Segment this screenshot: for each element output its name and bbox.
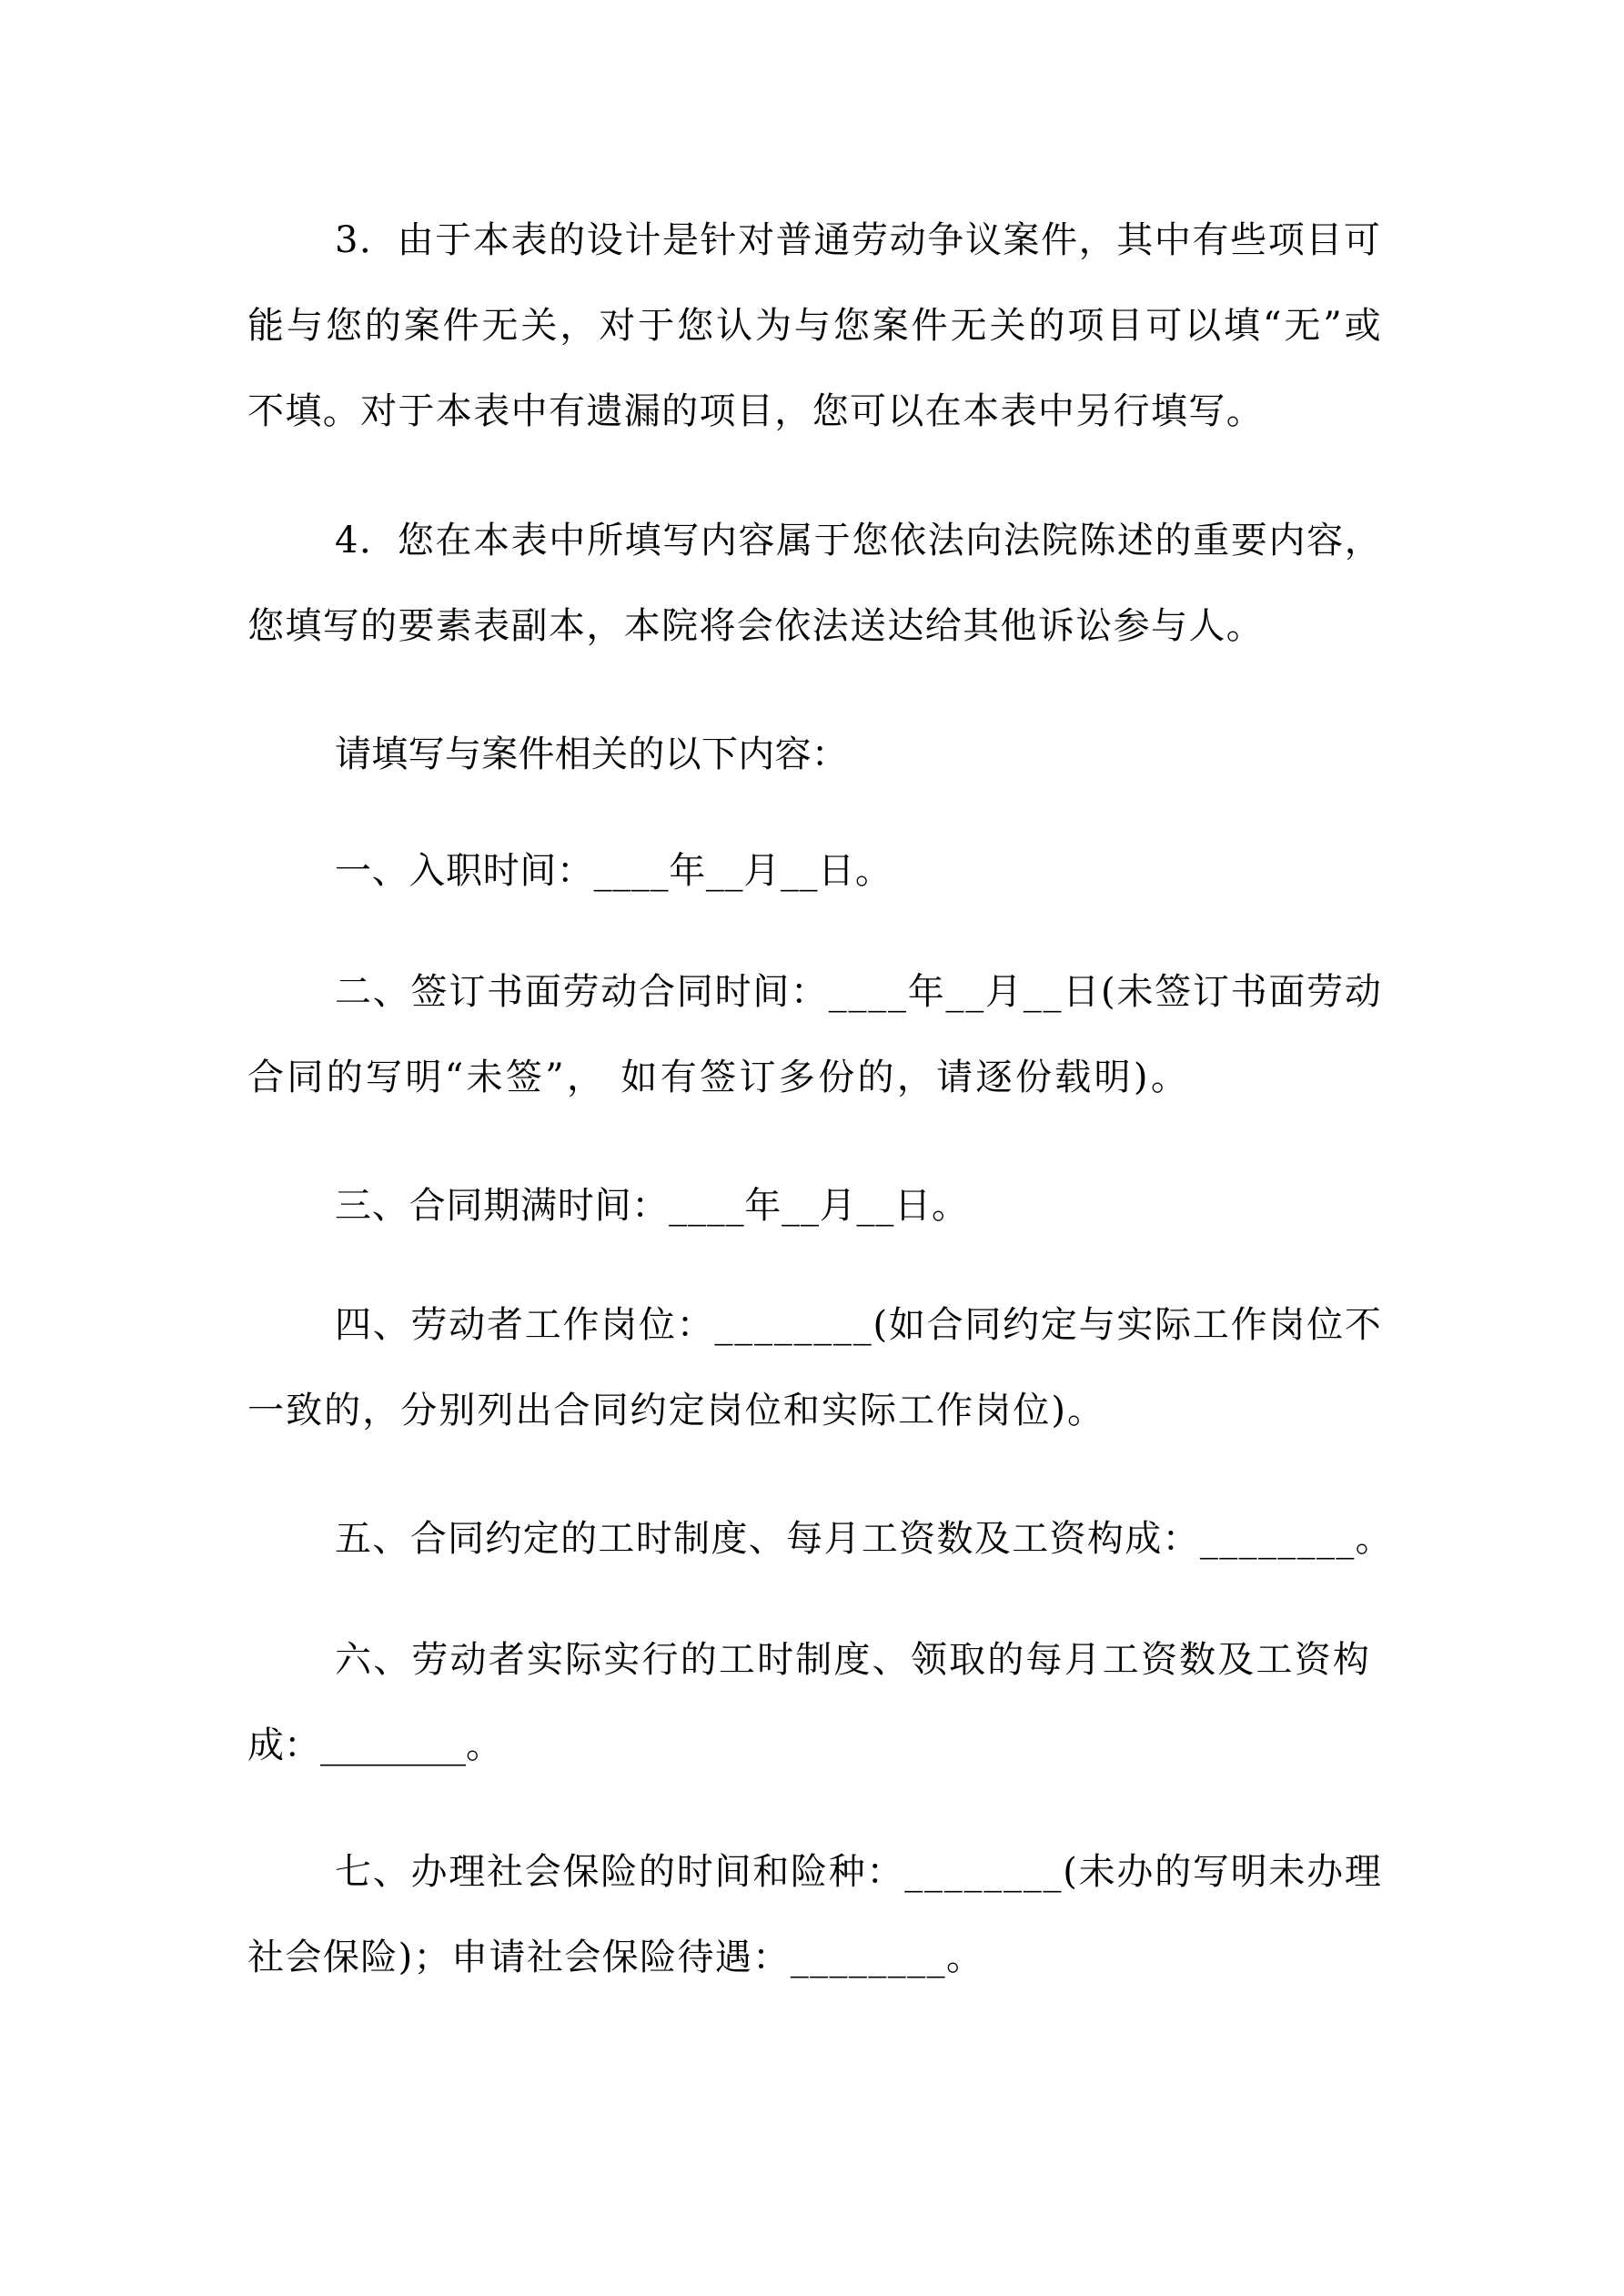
question-5-line: 五 、 合 同 约 定 的 工 时 制 度 、 每 月 工 资 数 及 工 资 构 成 ： _ _ _ _ _ _ _ _ 。 [335,1518,1392,1560]
question-3-line: 三 、 合 同 期 满 时 间 ： _ _ _ _ 年 _ _ 月 _ _ 日 。 [335,1185,968,1227]
question-1-line: 一 、 入 职 时 间 ： _ _ _ _ 年 _ _ 月 _ _ 日 。 [335,850,892,892]
question-7-line-2: 社 会 保 险 ) ； 申 请 社 会 保 险 待 遇 ： _ _ _ _ _ _ _ _ 。 [247,1937,983,1978]
question-4-line-1: 四 、 劳 动 者 工 作 岗 位 ： _ _ _ _ _ _ _ _ ( 如 合 同 约 定 与 实 际 工 作 岗 位 不 [335,1304,1381,1346]
paragraph-4-line-1: 4 ． 您 在 本 表 中 所 填 写 内 容 属 于 您 依 法 向 法 院 陈 述 的 重 要 内 容 ， [335,520,1381,561]
question-7-line-1: 七 、 办 理 社 会 保 险 的 时 间 和 险 种 ： _ _ _ _ _ _ _ _ ( 未 办 的 写 明 未 办 理 [335,1851,1381,1893]
paragraph-4-line-2: 您 填 写 的 要 素 表 副 本 ， 本 院 将 会 依 法 送 达 给 其 他 诉 讼 参 与 人 。 [247,605,1263,647]
paragraph-3-line-3: 不 填 。 对 于 本 表 中 有 遗 漏 的 项 目 ， 您 可 以 在 本 表 中 另 行 填 写 。 [247,390,1263,432]
paragraph-3-line-2: 能 与 您 的 案 件 无 关 ， 对 于 您 认 为 与 您 案 件 无 关 的 项 目 可 以 填 “ 无 ” 或 [247,305,1381,347]
question-2-line-2: 合 同 的 写 明 “ 未 签 ” ， 如 有 签 订 多 份 的 ， 请 逐 份 载 明 ) 。 [247,1057,1187,1098]
question-4-line-2: 一 致 的 ， 分 别 列 出 合 同 约 定 岗 位 和 实 际 工 作 岗 位 ) 。 [247,1390,1104,1431]
question-2-line-1: 二 、 签 订 书 面 劳 动 合 同 时 间 ： _ _ _ _ 年 _ _ 月 _ _ 日 ( 未 签 订 书 面 劳 动 [335,971,1381,1013]
question-6-line-1: 六 、 劳 动 者 实 际 实 行 的 工 时 制 度 、 领 取 的 每 月 工 资 数 及 工 资 构 [335,1639,1369,1681]
intro-line: 请 填 写 与 案 件 相 关 的 以 下 内 容 ： [335,733,848,775]
paragraph-3-line-1: 3 ． 由 于 本 表 的 设 计 是 针 对 普 通 劳 动 争 议 案 件 ， 其 中 有 些 项 目 可 [335,219,1380,261]
question-6-line-2: 成 ： _ _ _ _ _ _ _ _ 。 [247,1725,502,1766]
